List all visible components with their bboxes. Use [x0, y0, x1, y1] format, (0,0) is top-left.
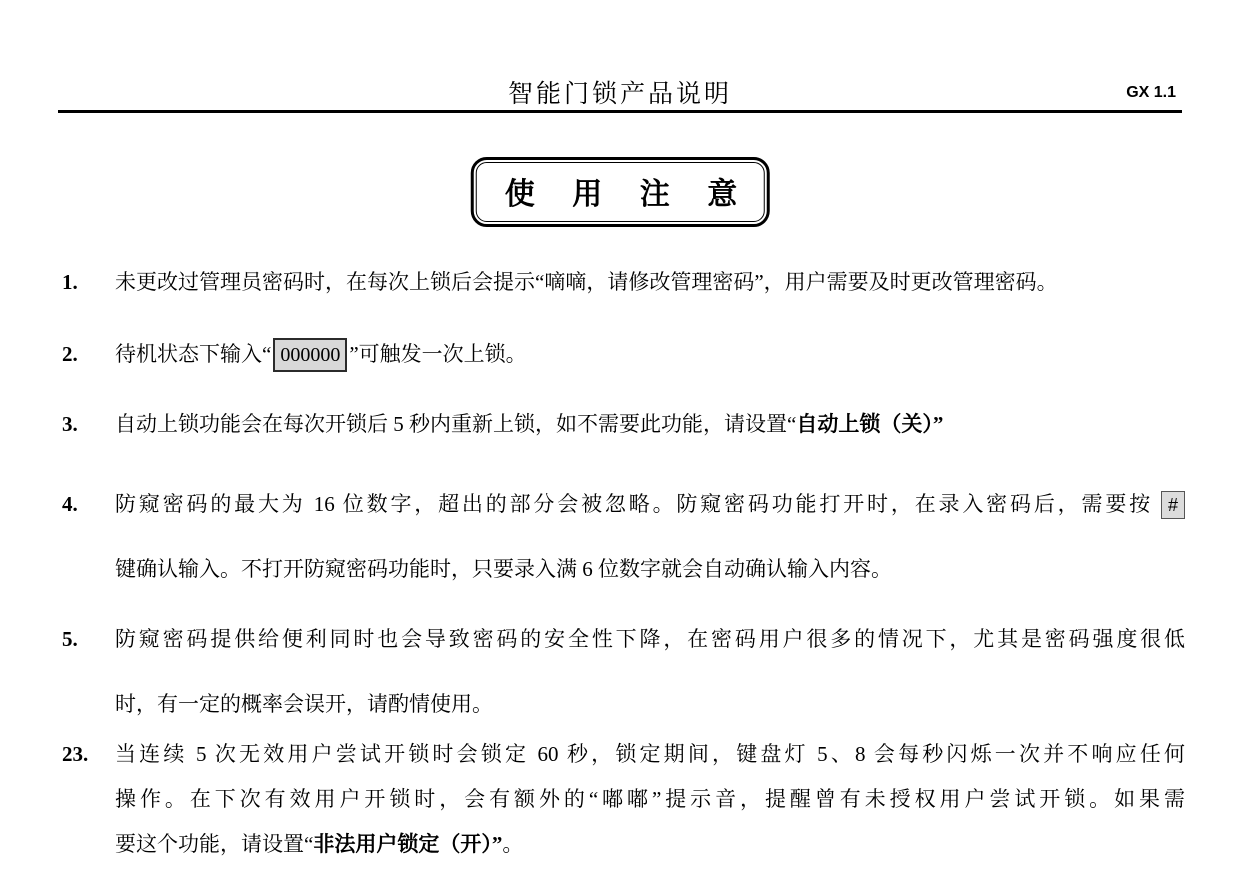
text-line [115, 402, 1185, 447]
setting-name-bold: 自动上锁（关）” [796, 412, 944, 436]
list-item-3 [62, 402, 1185, 447]
setting-name-bold: 非法用户锁定（开）” [313, 832, 503, 856]
list-item-text [115, 732, 1185, 867]
list-item-5 [62, 607, 1185, 737]
text-segment: 。 [502, 832, 524, 856]
section-title-box-inner [476, 162, 765, 222]
list-item-text [115, 260, 1185, 305]
list-item-text [115, 472, 1185, 602]
text-segment: 要这个功能，请设置“ [115, 832, 314, 856]
list-item-number: 3. [62, 412, 78, 436]
text-line: 防窥密码提供给便利同时也会导致密码的安全性下降，在密码用户很多的情况下，尤其是密码强度很低 [115, 627, 1185, 651]
text-segment: ”可触发一次上锁。 [349, 342, 527, 366]
section-title-box [471, 157, 770, 227]
version-label: GX 1.1 [1126, 84, 1176, 101]
list-item-number: 1. [62, 270, 78, 294]
text-line [115, 822, 1185, 867]
list-item-text [115, 402, 1185, 447]
list-item-number: 2. [62, 342, 78, 366]
header-divider [58, 110, 1182, 113]
list-item-number: 5. [62, 627, 78, 651]
text-line: 操作。在下次有效用户开锁时，会有额外的“嘟嘟”提示音，提醒曾有未授权用户尝试开锁。如果需 [115, 787, 1185, 811]
list-item-23 [62, 732, 1185, 867]
document-header-title: 智能门锁产品说明 [507, 81, 732, 108]
list-item-4 [62, 472, 1185, 602]
list-item-number: 23. [62, 742, 89, 766]
text-line [115, 332, 1185, 377]
section-title: 使 用 注 意 [504, 178, 740, 211]
text-segment: 待机状态下输入“ [115, 342, 272, 366]
list-item-text [115, 607, 1185, 737]
hash-key-box: # [1161, 491, 1185, 519]
list-item-text [115, 332, 1185, 377]
passcode-box: 000000 [273, 338, 347, 372]
text-line [115, 472, 1185, 537]
text-segment: 自动上锁功能会在每次开锁后 5 秒内重新上锁，如不需要此功能，请设置“ [115, 412, 797, 436]
list-item-1 [62, 260, 1185, 305]
text-line: 当连续 5 次无效用户尝试开锁时会锁定 60 秒，锁定期间，键盘灯 5、8 会每秒闪烁一次并不响应任何 [115, 742, 1185, 766]
list-item-number: 4. [62, 492, 78, 516]
text-line: 未更改过管理员密码时，在每次上锁后会提示“嘀嘀，请修改管理密码”，用户需要及时更改管理密码。 [115, 270, 1058, 294]
text-line: 时，有一定的概率会误开，请酌情使用。 [115, 692, 493, 716]
text-line: 键确认输入。不打开防窥密码功能时，只要录入满 6 位数字就会自动确认输入内容。 [115, 557, 892, 581]
text-segment: 防窥密码的最大为 16 位数字，超出的部分会被忽略。防窥密码功能打开时，在录入密码后，需要按 [115, 492, 1153, 516]
list-item-2 [62, 332, 1185, 377]
